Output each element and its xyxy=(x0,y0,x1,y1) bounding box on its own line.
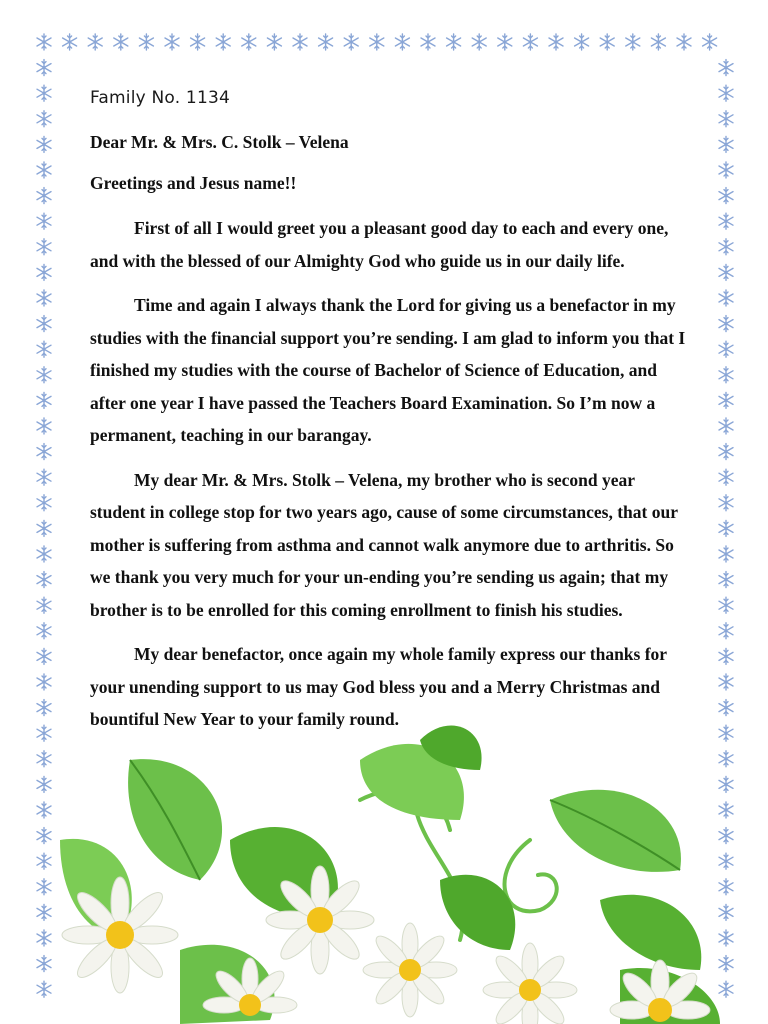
snowflake-icon xyxy=(37,60,51,76)
snowflake-icon xyxy=(37,725,51,741)
snowflake-icon xyxy=(37,111,51,127)
snowflake-icon xyxy=(719,828,733,844)
snowflake-icon xyxy=(191,34,205,50)
snowflake-icon xyxy=(719,290,733,306)
snowflake-icon xyxy=(37,572,51,588)
snowflake-icon xyxy=(139,34,153,50)
snowflake-icon xyxy=(719,546,733,562)
snowflake-icon xyxy=(719,316,733,332)
snowflake-icon xyxy=(549,34,563,50)
snowflake-icon xyxy=(37,213,51,229)
snowflake-icon xyxy=(37,188,51,204)
snowflake-icon xyxy=(447,34,461,50)
snowflake-icon xyxy=(37,776,51,792)
snowflake-icon xyxy=(37,85,51,101)
snowflake-icon xyxy=(293,34,307,50)
greeting: Greetings and Jesus name!! xyxy=(90,173,297,193)
snowflake-icon xyxy=(37,879,51,895)
snowflake-icon xyxy=(242,34,256,50)
snowflake-icon xyxy=(719,572,733,588)
snowflake-icon xyxy=(719,392,733,408)
snowflake-icon xyxy=(37,981,51,997)
snowflake-icon xyxy=(719,213,733,229)
snowflake-icon xyxy=(719,648,733,664)
paragraph-3: My dear Mr. & Mrs. Stolk – Velena, my brother who is second year student in college stop for two years ago, cause of some circumstances, that our mother is suffering from asthma and cannot walk anymore due to arthritis. So we thank you very much for your un-ending you’re sending us again; that my brother is to be enrolled for this coming enrollment to finish his studies. xyxy=(90,469,678,620)
snowflake-icon xyxy=(88,34,102,50)
snowflake-icon xyxy=(37,239,51,255)
snowflake-icon xyxy=(37,700,51,716)
snowflake-icon xyxy=(719,469,733,485)
salutation: Dear Mr. & Mrs. C. Stolk – Velena xyxy=(90,132,349,152)
snowflake-icon xyxy=(37,367,51,383)
snowflake-icon xyxy=(37,623,51,639)
snowflake-icon xyxy=(37,546,51,562)
letter-body xyxy=(90,88,690,748)
paragraph-4: My dear benefactor, once again my whole family express our thanks for your unending support to us may God bless you and a Merry Christmas and bountiful New Year to your family round. xyxy=(90,644,667,729)
snowflake-icon xyxy=(719,188,733,204)
snowflake-icon xyxy=(216,34,230,50)
snowflake-icon xyxy=(626,34,640,50)
snowflake-icon xyxy=(37,828,51,844)
snowflake-icon xyxy=(719,853,733,869)
snowflake-icon xyxy=(37,341,51,357)
snowflake-icon xyxy=(37,648,51,664)
snowflake-icon xyxy=(37,495,51,511)
snowflake-icon xyxy=(719,367,733,383)
snowflake-icon xyxy=(719,136,733,152)
snowflake-icon xyxy=(37,751,51,767)
snowflake-icon xyxy=(719,674,733,690)
snowflake-icon xyxy=(719,239,733,255)
snowflake-icon xyxy=(719,904,733,920)
snowflake-icon xyxy=(719,725,733,741)
snowflake-icon xyxy=(37,469,51,485)
snowflake-icon xyxy=(37,34,51,50)
snowflake-icon xyxy=(719,956,733,972)
snowflake-icon xyxy=(719,981,733,997)
snowflake-icon xyxy=(498,34,512,50)
snowflake-icon xyxy=(37,418,51,434)
snowflake-icon xyxy=(719,60,733,76)
paragraph-2: Time and again I always thank the Lord for giving us a benefactor in my studies with the financial support you’re sending. I am glad to inform you that I finished my studies with the course of Bachelor of Science of Education, and after one year I have passed the Teachers Board Examination. So I’m now a permanent, teaching in our barangay. xyxy=(90,295,686,445)
snowflake-icon xyxy=(719,520,733,536)
snowflake-icon xyxy=(37,444,51,460)
snowflake-icon xyxy=(575,34,589,50)
snowflake-icon xyxy=(37,674,51,690)
snowflake-icon xyxy=(719,802,733,818)
snowflake-icon xyxy=(63,34,77,50)
snowflake-icon xyxy=(703,34,717,50)
snowflake-icon xyxy=(719,85,733,101)
snowflake-icon xyxy=(395,34,409,50)
snowflake-icon xyxy=(719,341,733,357)
snowflake-icon xyxy=(719,930,733,946)
snowflake-icon xyxy=(719,495,733,511)
snowflake-icon xyxy=(37,520,51,536)
snowflake-icon xyxy=(719,879,733,895)
snowflake-icon xyxy=(37,162,51,178)
family-number: Family No. 1134 xyxy=(90,88,230,108)
snowflake-icon xyxy=(719,111,733,127)
snowflake-icon xyxy=(421,34,435,50)
snowflake-icon xyxy=(37,136,51,152)
snowflake-icon xyxy=(719,264,733,280)
snowflake-icon xyxy=(37,904,51,920)
snowflake-icon xyxy=(523,34,537,50)
snowflake-icon xyxy=(37,930,51,946)
snowflake-icon xyxy=(344,34,358,50)
snowflake-icon xyxy=(719,776,733,792)
snowflake-icon xyxy=(37,853,51,869)
snowflake-icon xyxy=(651,34,665,50)
snowflake-icon xyxy=(719,623,733,639)
daisy-icon xyxy=(62,866,710,1024)
snowflake-icon xyxy=(37,316,51,332)
snowflake-icon xyxy=(319,34,333,50)
snowflake-icon xyxy=(370,34,384,50)
snowflake-icon xyxy=(165,34,179,50)
snowflake-icon xyxy=(719,751,733,767)
snowflake-icon xyxy=(37,956,51,972)
snowflake-icon xyxy=(37,392,51,408)
floral-decoration xyxy=(60,720,720,1024)
snowflake-icon xyxy=(719,597,733,613)
snowflake-icon xyxy=(719,162,733,178)
snowflake-icon xyxy=(37,802,51,818)
snowflake-icon xyxy=(677,34,691,50)
snowflake-icon xyxy=(37,290,51,306)
snowflake-icon xyxy=(472,34,486,50)
snowflake-icon xyxy=(600,34,614,50)
snowflake-icon xyxy=(37,597,51,613)
snowflake-icon xyxy=(719,418,733,434)
snowflake-icon xyxy=(37,264,51,280)
snowflake-icon xyxy=(719,700,733,716)
snowflake-icon xyxy=(267,34,281,50)
snowflake-icon xyxy=(114,34,128,50)
paragraph-1: First of all I would greet you a pleasant good day to each and every one, and with the blessed of our Almighty God who guide us in our daily life. xyxy=(90,218,669,271)
snowflake-icon xyxy=(719,444,733,460)
